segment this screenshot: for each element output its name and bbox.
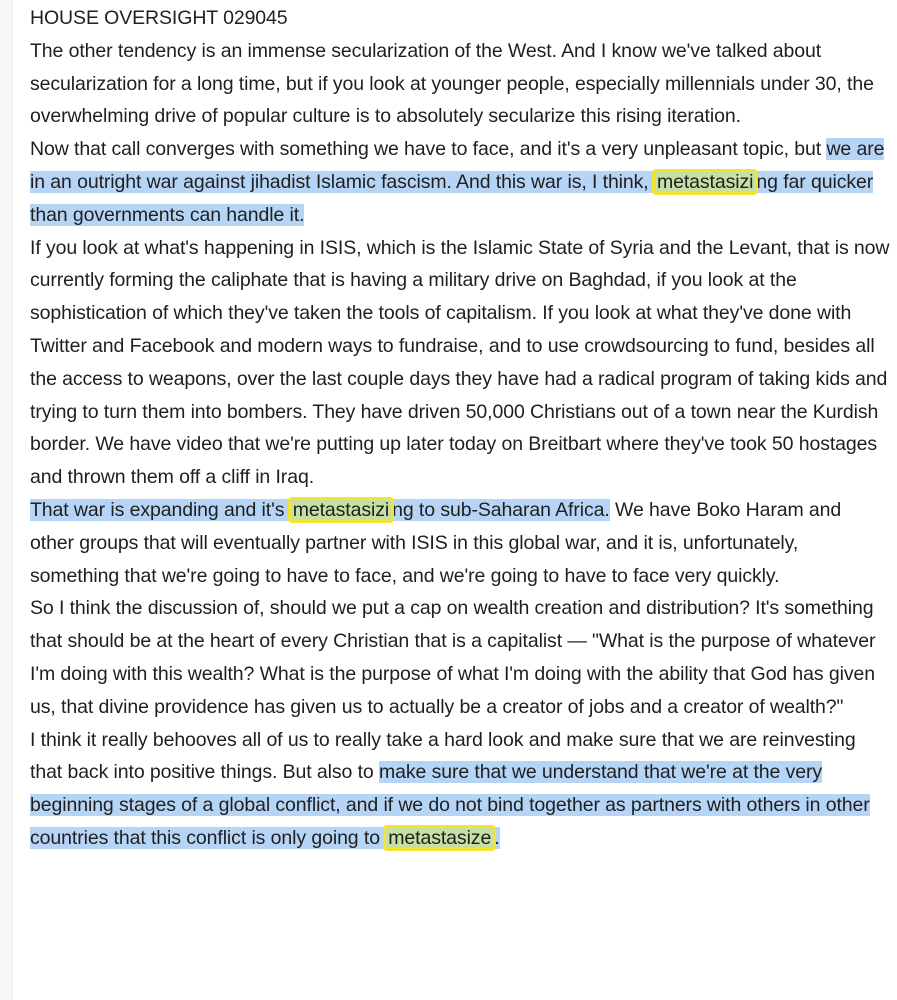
document-body bbox=[30, 2, 890, 855]
text-selection[interactable]: make sure that we understand that we're at the very beginning stages of a global conflict, and if we do not bind together as partners with others in other countries that this conflict is only going to bbox=[30, 761, 870, 849]
text-selection[interactable]: ng far quicker than governments can handle it. bbox=[30, 170, 874, 226]
text-selection[interactable]: That war is expanding and it's bbox=[30, 498, 290, 521]
search-hit-highlight[interactable]: metastasizi bbox=[654, 171, 756, 193]
paragraph-6 bbox=[30, 724, 890, 855]
paragraph-5: So I think the discussion of, should we put a cap on wealth creation and distribution? It's something that should be at the heart of every Christian that is a capitalist — "What is the purpose of whatever I'm doing with this wealth? What is the purpose of what I'm doing with the ability that God has given us, that divine providence has given us to actually be a creator of jobs and a creator of wealth?" bbox=[30, 597, 876, 718]
page-gutter bbox=[0, 0, 13, 1000]
paragraph-text: We have Boko Haram and other groups that will eventually partner with ISIS in this global war, and it is, unfortunately, something that we're going to have to face, and we're going to have to face very quickly. bbox=[30, 498, 842, 587]
selection-wrap[interactable] bbox=[30, 499, 610, 521]
text-selection[interactable]: we are in an outright war against jihadist Islamic fascism. And this war is, I think, bbox=[30, 138, 885, 193]
text-selection[interactable]: ng to sub-Saharan Africa. bbox=[392, 498, 610, 521]
paragraph-4 bbox=[30, 494, 890, 592]
bates-number: HOUSE OVERSIGHT 029045 bbox=[30, 7, 288, 29]
text-selection[interactable]: . bbox=[494, 826, 500, 849]
search-hit-highlight[interactable]: metastasizi bbox=[290, 499, 392, 521]
paragraph-3: If you look at what's happening in ISIS, which is the Islamic State of Syria and the Levant, that is now currently forming the caliphate that is having a military drive on Baghdad, if you look at the sophistication of which they've taken the tools of capitalism. If you look at what they've done with Twitter and Facebook and modern ways to fundraise, and to use crowdsourcing to fund, besides all the access to weapons, over the last couple days they have had a radical program of taking kids and trying to turn them into bombers. They have driven 50,000 Christians out of a town near the Kurdish border. We have video that we're putting up later today on Breitbart where they've took 50 hostages and thrown them off a cliff in Iraq. bbox=[30, 236, 890, 489]
paragraph-2 bbox=[30, 133, 890, 231]
paragraph-text: I think it really behooves all of us to really take a hard look and make sure that we are reinvesting that back into positive things. But also to bbox=[30, 728, 856, 784]
search-hit-highlight[interactable]: metastasize bbox=[385, 827, 494, 849]
paragraph-1: The other tendency is an immense secularization of the West. And I know we've talked about secularization for a long time, but if you look at younger people, especially millennials under 30, the overwhelming drive of popular culture is to absolutely secularize this rising iteration. bbox=[30, 39, 874, 128]
paragraph-text: Now that call converges with something we have to face, and it's a very unpleasant topic, but bbox=[30, 138, 827, 161]
